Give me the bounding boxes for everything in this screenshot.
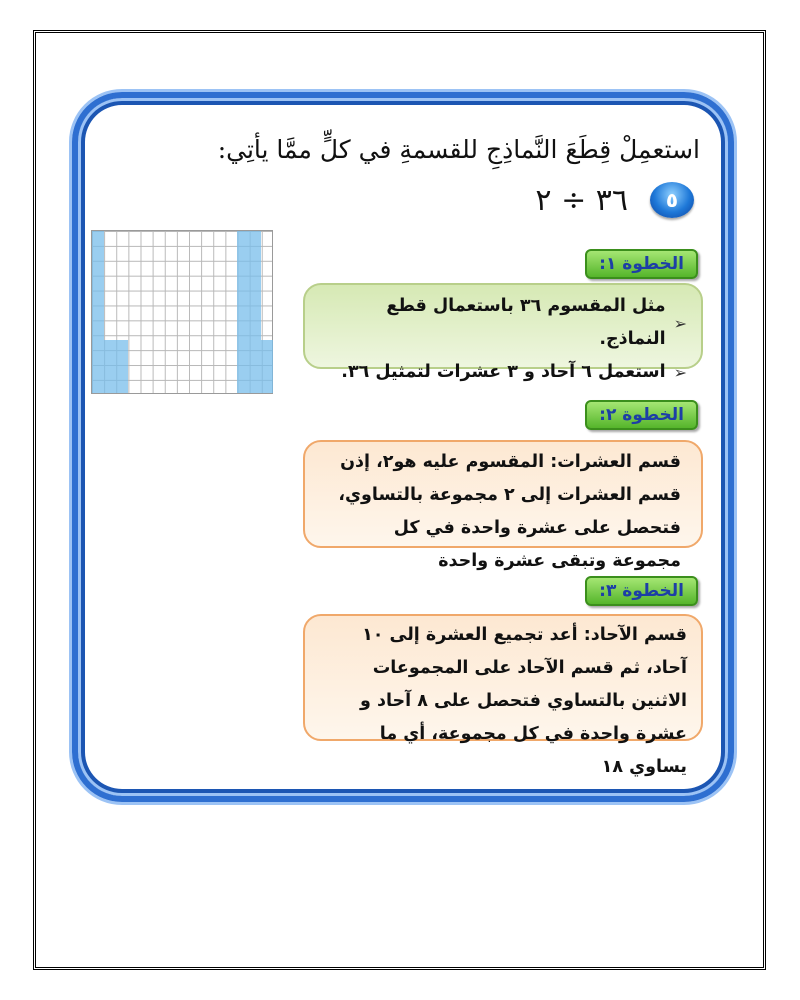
- step-2-tag: الخطوة ٢:: [585, 400, 698, 430]
- tens-rod: [249, 231, 261, 393]
- step-1-tag: الخطوة ١:: [585, 249, 698, 279]
- check-arrow-icon: ➢: [673, 313, 687, 333]
- step-3-text: قسم الآحاد: أعد تجميع العشرة إلى ١٠ آحاد، ثم قسم الآحاد على المجموعات الاثنين بالتساوي فتحصل على ٨ آحاد و عشرة واحدة في كل مجموعة، أي ما يساوي ١٨: [360, 625, 687, 777]
- step-1-card: [303, 283, 703, 382]
- step-2-text: قسم العشرات: المقسوم عليه هو٢، إذن قسم العشرات إلى ٢ مجموعة بالتساوي، فتحصل على عشرة واحدة في كل مجموعة وتبقى عشرة واحدة: [338, 452, 681, 571]
- check-arrow-icon: ➢: [673, 363, 687, 382]
- ones-cubes-left: [104, 340, 128, 393]
- tens-rod: [237, 231, 249, 393]
- step-3-card: [303, 614, 703, 777]
- step-2-card: [303, 440, 703, 571]
- tens-rod: [92, 231, 104, 393]
- step-1-bullet: [315, 290, 687, 356]
- ones-cubes-right: [261, 340, 273, 393]
- base-ten-model-grid: [91, 230, 273, 394]
- step-1-bullet: [315, 356, 687, 389]
- step-1-bullet-text: استعمل ٦ آحاد و ٣ عشرات لتمثيل ٣٦.: [341, 362, 666, 382]
- division-expression: ٣٦ ÷ ٢: [535, 182, 628, 218]
- problem-row: [535, 182, 694, 218]
- problem-number-badge: ٥: [650, 182, 694, 218]
- page-title: استعمِلْ قِطَعَ النَّماذِجِ للقسمةِ في كلٍّ ممَّا يأتِي:: [217, 135, 700, 164]
- step-3-tag: الخطوة ٣:: [585, 576, 698, 606]
- step-1-bullet-text: مثل المقسوم ٣٦ باستعمال قطع النماذج.: [386, 296, 666, 349]
